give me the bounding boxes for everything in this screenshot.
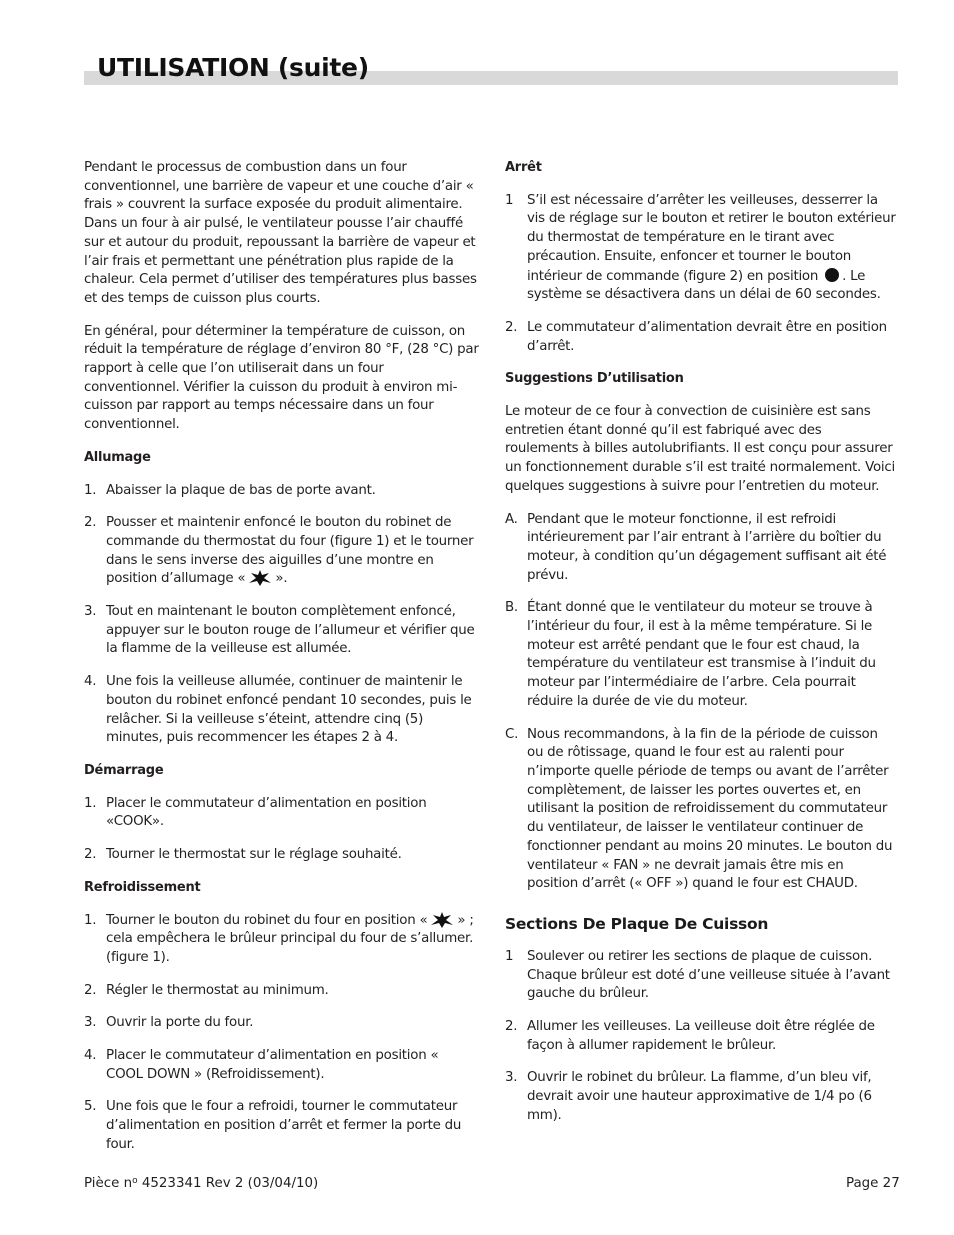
step-text: Une fois que le four a refroidi, tourner le commutateur d’alimentation en position d’arrêt et fermer la porte du four. bbox=[106, 1099, 462, 1152]
step-number: 1. bbox=[84, 795, 97, 811]
step-number: 4. bbox=[84, 1048, 97, 1064]
demarrage-heading: Démarrage bbox=[84, 762, 164, 778]
page-title: UTILISATION (suite) bbox=[97, 53, 369, 82]
list-item bbox=[505, 1018, 897, 1055]
step-text: Ouvrir le robinet du brûleur. La flamme, d’un bleu vif, devrait avoir une hauteur approximative de 1/4 po (6 mm). bbox=[527, 1070, 872, 1123]
step-number: 1. bbox=[84, 482, 97, 498]
item-text: Étant donné que le ventilateur du moteur se trouve à l’intérieur du four, il est à la même température. Si le moteur est arrêté pendant que le four est chaud, la température du ventilateur est transmise à l’induit du moteur par l’intermédiaire de l’arbre. Cela pourrait réduire la durée de vie du moteur. bbox=[527, 600, 876, 709]
step-text-end: . Le système se désactivera dans un délai de 60 secondes. bbox=[527, 268, 881, 303]
step-text: S’il est nécessaire d’arrêter les veilleuses, desserrer la vis de réglage sur le bouton et retirer le bouton extérieur du thermostat de température en le tirant avec précaution. Ensuite, enfoncer et tourner le bouton intérieur de commande (figure 2) en position bbox=[527, 192, 896, 284]
ignition-star-icon bbox=[249, 570, 271, 586]
step-number: 2. bbox=[505, 1019, 518, 1035]
item-letter: B. bbox=[505, 600, 518, 616]
suggestions-intro: Le moteur de ce four à convection de cuisinière est sans entretien étant donné qu’il est fabriqué avec des roulements à billes autolubrifiants. Il est conçu pour assurer un fonctionnement durable s’il est traité normalement. Voici quelques suggestions à suivre pour l’entretien du moteur. bbox=[505, 404, 895, 494]
suggestions-list bbox=[505, 511, 897, 894]
list-item bbox=[84, 982, 479, 1001]
step-text: Allumer les veilleuses. La veilleuse doit être réglée de façon à allumer rapidement le brûleur. bbox=[527, 1019, 875, 1053]
step-text: Tout en maintenant le bouton complètement enfoncé, appuyer sur le bouton rouge de l’allumeur et vérifier que la flamme de la veilleuse est allumée. bbox=[106, 604, 475, 657]
intro-paragraph-1: Pendant le processus de combustion dans un four conventionnel, une barrière de vapeur et une couche d’air « frais » couvrent la surface exposée du produit alimentaire. Dans un four à air pulsé, le ventilateur pousse l’air chauffé sur et autour du produit, repoussant la barrière de vapeur et l’air frais et permettant une pénétration plus rapide de la chaleur. Cela permet d’utiliser des températures plus basses et des temps de cuisson plus courts. bbox=[84, 160, 477, 306]
step-number: 2. bbox=[84, 515, 97, 531]
step-number: 3. bbox=[84, 1015, 97, 1031]
step-number: 4. bbox=[84, 674, 97, 690]
step-number: 2. bbox=[84, 847, 97, 863]
step-text: Tourner le bouton du robinet du four en position « bbox=[106, 912, 432, 928]
list-item bbox=[84, 514, 479, 589]
refroidissement-steps bbox=[84, 912, 479, 1155]
step-number: 3. bbox=[505, 1070, 518, 1086]
step-text: Régler le thermostat au minimum. bbox=[106, 982, 329, 998]
step-number: 5. bbox=[84, 1099, 97, 1115]
step-text-end: ». bbox=[271, 571, 288, 587]
arret-steps bbox=[505, 192, 897, 357]
step-text: Le commutateur d’alimentation devrait être en position d’arrêt. bbox=[527, 319, 887, 354]
list-item bbox=[84, 482, 479, 501]
list-item bbox=[505, 511, 897, 586]
list-item bbox=[84, 603, 479, 659]
step-number: 3. bbox=[84, 604, 97, 620]
ignition-star-icon bbox=[431, 912, 453, 928]
list-item bbox=[505, 319, 897, 356]
list-item bbox=[505, 599, 897, 711]
step-number: 1 bbox=[505, 192, 514, 208]
step-text: Tourner le thermostat sur le réglage souhaité. bbox=[106, 847, 402, 863]
intro-paragraph-2: En général, pour déterminer la température de cuisson, on réduit la température de réglage d’environ 80 °F, (28 °C) par rapport à celle que l’on utiliserait dans un four conventionnel. Vérifier la cuisson du produit à environ mi-cuisson par rapport au temps nécessaire dans un four conventionnel. bbox=[84, 323, 479, 433]
part-superscript: o bbox=[132, 1176, 138, 1186]
list-item bbox=[84, 846, 479, 865]
suggestions-heading: Suggestions D’utilisation bbox=[505, 371, 684, 387]
plaques-steps bbox=[505, 948, 897, 1126]
list-item bbox=[84, 912, 479, 968]
step-number: 1 bbox=[505, 948, 514, 964]
part-prefix: Pièce n bbox=[84, 1176, 133, 1191]
list-item bbox=[84, 1014, 479, 1033]
part-rest: 4523341 Rev 2 (03/04/10) bbox=[137, 1176, 319, 1191]
plaques-heading: Sections De Plaque De Cuisson bbox=[505, 914, 769, 933]
off-dot-icon bbox=[824, 267, 840, 283]
step-text: Ouvrir la porte du four. bbox=[106, 1015, 254, 1031]
item-letter: C. bbox=[505, 726, 519, 742]
item-text: Pendant que le moteur fonctionne, il est refroidi intérieurement par l’air entrant à l’arrière du boîtier du moteur, à condition qu’un dégagement suffisant ait été prévu. bbox=[527, 511, 887, 583]
item-text: Nous recommandons, à la fin de la période de cuisson ou de rôtissage, quand le four est au ralenti pour n’importe quelle période de temps ou avant de l’arrêter complètement, de laisser les portes ouvertes et, en utilisant la position de refroidissement du commutateur du ventilateur, de laisser le ventilateur continuer de fonctionner pendant au moins 20 minutes. Le bouton du ventilateur « FAN » ne devrait jamais être mis en position d’arrêt (« OFF ») quand le four est CHAUD. bbox=[527, 726, 893, 892]
allumage-heading: Allumage bbox=[84, 449, 151, 465]
step-text: Pousser et maintenir enfoncé le bouton du robinet de commande du thermostat du four (figure 1) et le tourner dans le sens inverse des aiguilles d’une montre en position d’allumage « bbox=[106, 515, 474, 587]
footer-part-number bbox=[84, 1176, 318, 1191]
left-column bbox=[84, 159, 479, 1169]
arret-heading: Arrêt bbox=[505, 160, 542, 175]
step-text: Abaisser la plaque de bas de porte avant. bbox=[106, 482, 376, 498]
item-letter: A. bbox=[505, 511, 518, 527]
list-item bbox=[84, 795, 479, 832]
step-text: Placer le commutateur d’alimentation en position « COOL DOWN » (Refroidissement). bbox=[106, 1048, 439, 1082]
allumage-steps bbox=[84, 482, 479, 748]
list-item bbox=[505, 1069, 897, 1125]
list-item bbox=[84, 673, 479, 748]
step-number: 2. bbox=[84, 982, 97, 998]
list-item bbox=[505, 726, 897, 894]
step-text: Une fois la veilleuse allumée, continuer de maintenir le bouton du robinet enfoncé pendant 10 secondes, puis le relâcher. Si la veilleuse s’éteint, attendre cinq (5) minutes, puis recommencer les étapes 2 à 4. bbox=[106, 674, 472, 746]
list-item bbox=[505, 192, 897, 305]
demarrage-steps bbox=[84, 795, 479, 865]
step-text-end: » ; cela empêchera le brûleur principal du four de s’allumer. (figure 1). bbox=[106, 912, 474, 965]
list-item bbox=[84, 1047, 479, 1084]
list-item bbox=[505, 948, 897, 1004]
step-number: 2. bbox=[505, 319, 518, 335]
page-number: Page 27 bbox=[846, 1176, 900, 1191]
right-column bbox=[505, 159, 897, 1140]
list-item bbox=[84, 1098, 479, 1154]
step-number: 1. bbox=[84, 912, 97, 928]
step-text: Soulever ou retirer les sections de plaque de cuisson. Chaque brûleur est doté d’une veilleuse située à l’avant gauche du brûleur. bbox=[527, 948, 890, 1002]
step-text: Placer le commutateur d’alimentation en position «COOK». bbox=[106, 795, 427, 830]
refroidissement-heading: Refroidissement bbox=[84, 879, 201, 895]
